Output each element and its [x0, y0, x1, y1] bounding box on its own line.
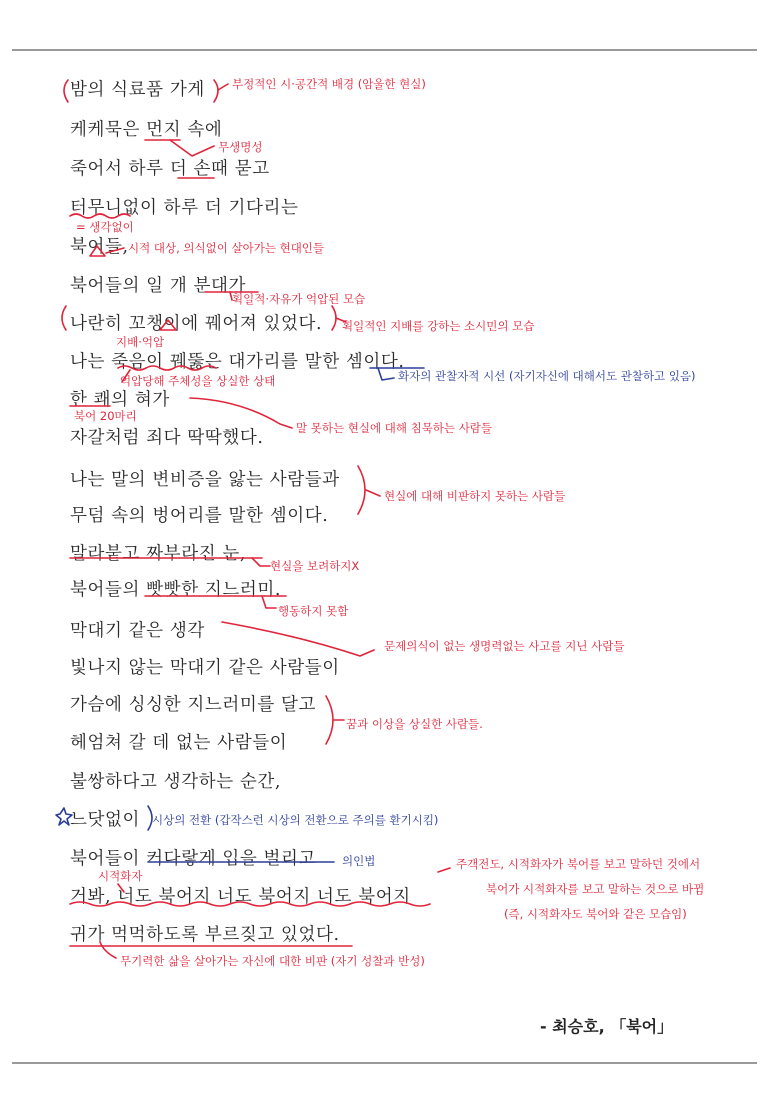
annotation-note: 꿈과 이상을 상실한 사람들. [346, 717, 483, 731]
poem-line: 한 쾌의 혀가 [70, 390, 170, 410]
bracket-mark [332, 306, 336, 330]
annotation-note: (즉, 시적화자도 북어와 같은 모습임) [504, 907, 687, 921]
poem-line: 빛나지 않는 막대기 같은 사람들이 [70, 658, 340, 678]
annotation-note: 억압당해 주체성을 상실한 상태 [120, 374, 276, 388]
bracket-mark [62, 306, 66, 330]
annotation-note: 현실에 대해 비판하지 못하는 사람들 [384, 489, 566, 503]
poem-line: 북어들의 빳빳한 지느러미. [70, 580, 282, 600]
annotation-note: 의인법 [342, 854, 376, 868]
poem-line: 나는 말의 변비증을 앓는 사람들과 [70, 470, 340, 490]
poem-line: 가슴에 싱싱한 지느러미를 달고 [70, 695, 317, 715]
arrow-mark [170, 140, 214, 156]
annotation-note: 시적화자 [98, 869, 143, 883]
annotation-note: 획일적·자유가 억압된 모습 [232, 292, 366, 306]
annotation-note: 시적 대상, 의식없이 살아가는 현대인들 [128, 241, 325, 255]
poem-line: 나란히 꼬챙이에 꿰어져 있었다. [70, 314, 323, 334]
poem-line: 터무니없이 하루 더 기다리는 [70, 198, 299, 218]
annotation-note: 북어가 시적화자를 보고 말하는 것으로 바뀜 [486, 882, 705, 896]
poem-line: 거봐, 너도 북어지 너도 북어지 너도 북어지 [70, 887, 411, 907]
poem-line: 북어들, [70, 237, 129, 257]
poem-line: 막대기 같은 생각 [70, 621, 205, 641]
annotation-note: 문제의식이 없는 생명력없는 사고를 지닌 사람들 [384, 639, 625, 653]
poem-line: 밤의 식료품 가게 [70, 80, 205, 100]
poem-line: 말라붙고 짜부라진 눈, [70, 544, 247, 564]
arrow-mark [366, 490, 380, 496]
bracket-mark [326, 696, 333, 744]
arrow-mark [252, 558, 270, 566]
annotation-note: 무기력한 삶을 살아가는 자신에 대한 비판 (자기 성찰과 반성) [120, 954, 425, 968]
author-citation: - 최승호, 「북어」 [540, 1017, 674, 1036]
poem-line: 죽어서 하루 더 손때 묻고 [70, 159, 270, 179]
annotation-note: 화자의 관찰자적 시선 (자기자신에 대해서도 관찰하고 있음) [398, 369, 696, 383]
annotation-note: 북어 20마리 [74, 409, 137, 423]
bracket-mark [214, 80, 218, 102]
annotation-note: 현실을 보려하지X [270, 559, 360, 573]
bracket-mark [358, 466, 365, 514]
poem-line: 케케묵은 먼지 속에 [70, 120, 223, 140]
poem-line: 귀가 먹먹하도록 부르짖고 있었다. [70, 925, 340, 945]
annotation-note: 행동하지 못함 [278, 604, 349, 618]
arrow-mark [438, 868, 450, 872]
annotation-note: 말 못하는 현실에 대해 침묵하는 사람들 [296, 421, 493, 435]
bracket-mark [64, 80, 68, 102]
bracket-mark [222, 622, 374, 656]
poem-line: 무덤 속의 벙어리를 말한 셈이다. [70, 506, 329, 526]
poem-line: 북어들이 커다랗게 입을 벌리고 [70, 849, 317, 869]
poem-line: 느닷없이 [70, 810, 141, 830]
annotation-note: = 생각없이 [76, 220, 134, 234]
annotation-note: 주객전도, 시적화자가 북어를 보고 말하던 것에서 [456, 857, 701, 871]
annotation-note: 무생명성 [218, 140, 263, 154]
annotation-note: 부정적인 시·공간적 배경 (암울한 현실) [232, 77, 426, 91]
annotation-note: 시상의 전환 (갑작스런 시상의 전환으로 주의를 환기시킴) [152, 813, 439, 827]
top-rule [12, 49, 757, 51]
poem-line: 헤엄쳐 갈 데 없는 사람들이 [70, 733, 288, 753]
annotation-note: 획일적인 지배를 강하는 소시민의 모습 [342, 319, 535, 333]
poem-line: 자갈처럼 죄다 딱딱했다. [70, 428, 264, 448]
poem-line: 북어들의 일 개 분대가 [70, 276, 247, 296]
annotation-note: 지배·억압 [116, 335, 165, 349]
arrow-mark [218, 84, 228, 90]
poem-line: 나는 죽음이 꿰뚫은 대가리를 말한 셈이다. [70, 352, 405, 372]
bottom-rule [12, 1062, 757, 1064]
poem-line: 불쌍하다고 생각하는 순간, [70, 772, 282, 792]
